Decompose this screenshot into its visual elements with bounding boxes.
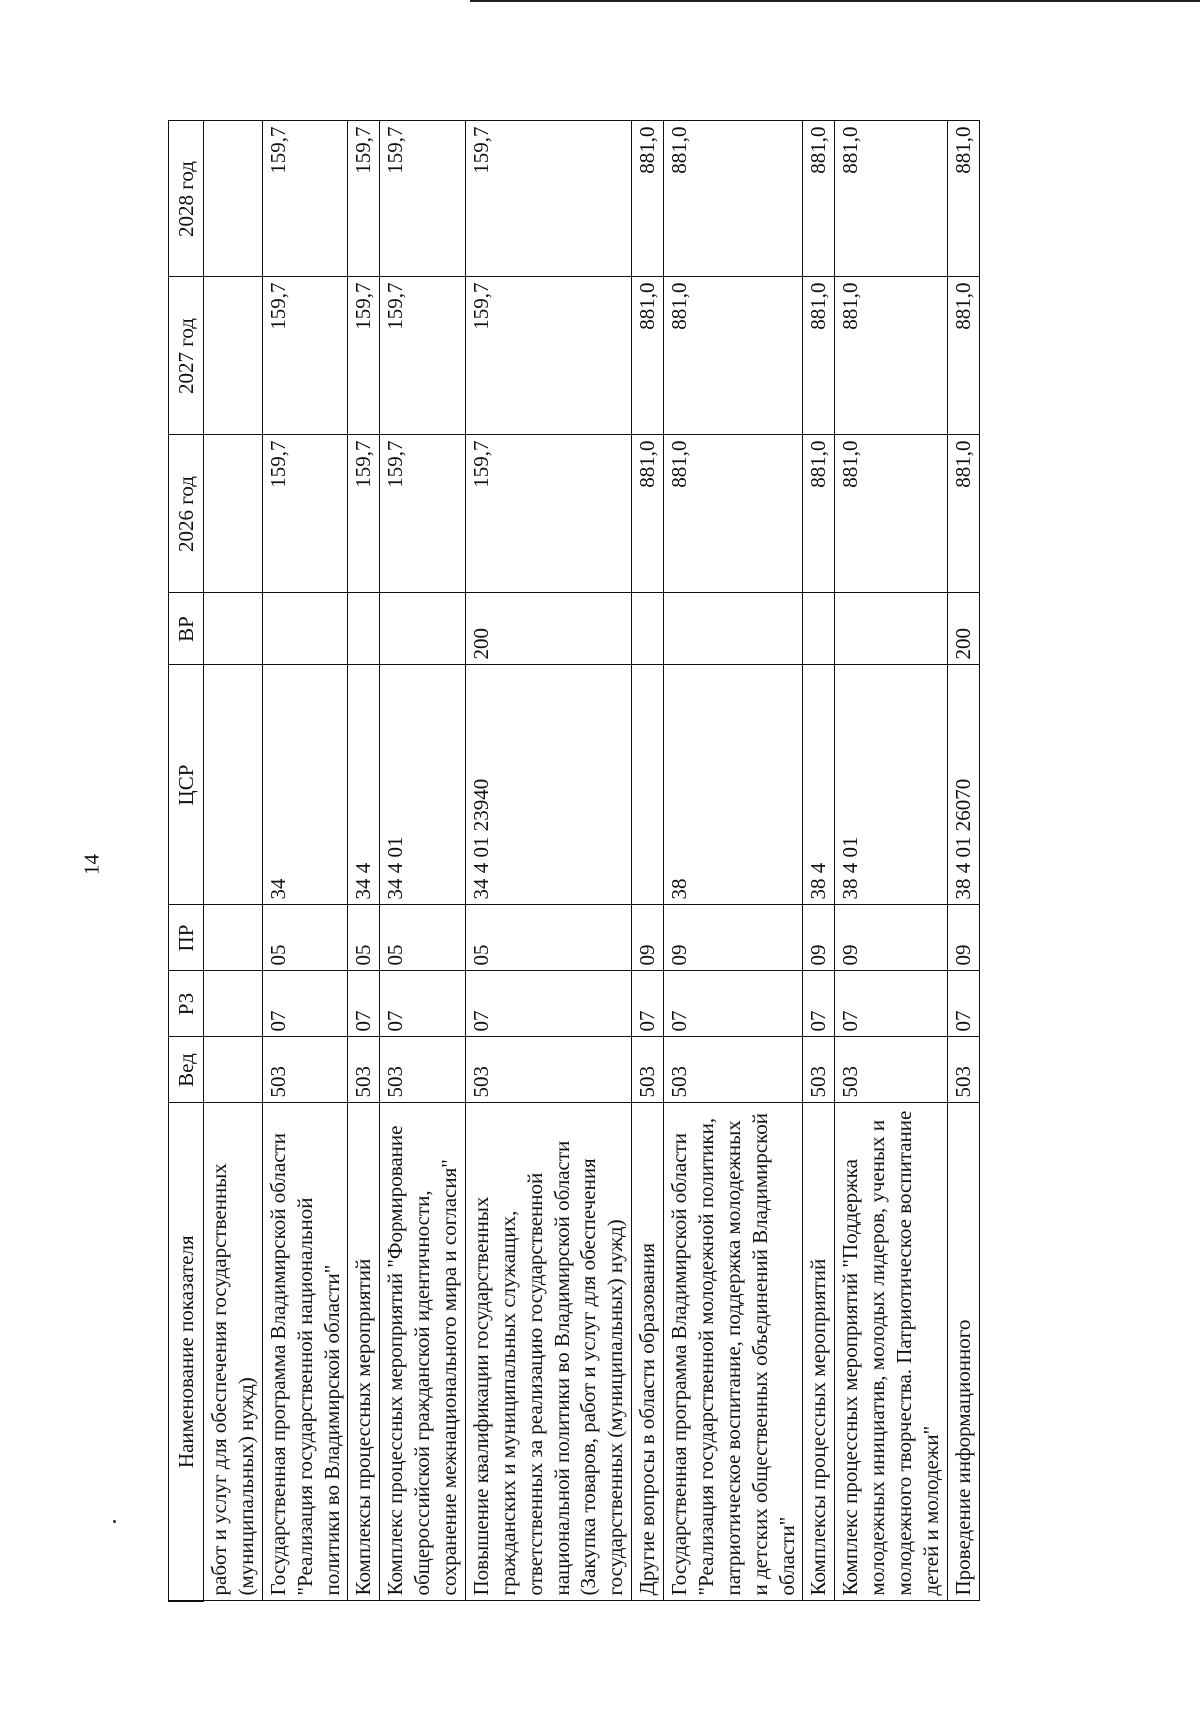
- row-rz-cell: [204, 971, 263, 1037]
- row-csr-cell: 34 4: [348, 665, 380, 905]
- row-2027-cell: 159,7: [348, 277, 380, 435]
- row-csr-cell: [204, 665, 263, 905]
- table-row: [947, 121, 979, 1601]
- row-rz-cell: 07: [664, 971, 803, 1037]
- row-2028-cell: 159,7: [465, 121, 631, 277]
- row-ved-cell: [204, 1037, 263, 1103]
- row-rz-cell: 07: [632, 971, 664, 1037]
- row-2028-cell: 881,0: [664, 121, 803, 277]
- row-pr-cell: 05: [380, 905, 466, 971]
- row-name-cell: Другие вопросы в области образования: [632, 1103, 664, 1601]
- row-pr-cell: 05: [262, 905, 348, 971]
- row-pr-cell: 09: [803, 905, 835, 971]
- row-vr-cell: [380, 593, 466, 665]
- table-row: [465, 121, 631, 1601]
- row-vr-cell: [664, 593, 803, 665]
- row-csr-cell: 38 4 01: [835, 665, 948, 905]
- table-row: [348, 121, 380, 1601]
- row-2028-cell: 881,0: [632, 121, 664, 277]
- header-2028: 2028 год: [169, 121, 204, 277]
- row-rz-cell: 07: [803, 971, 835, 1037]
- table-body: [204, 121, 980, 1601]
- row-2027-cell: 881,0: [835, 277, 948, 435]
- row-2026-cell: 881,0: [835, 435, 948, 593]
- table-row: [380, 121, 466, 1601]
- row-2026-cell: 881,0: [664, 435, 803, 593]
- row-ved-cell: 503: [465, 1037, 631, 1103]
- row-2026-cell: [204, 435, 263, 593]
- header-2026: 2026 год: [169, 435, 204, 593]
- row-2027-cell: 881,0: [632, 277, 664, 435]
- row-ved-cell: 503: [835, 1037, 948, 1103]
- row-pr-cell: 09: [632, 905, 664, 971]
- row-pr-cell: 05: [465, 905, 631, 971]
- row-2028-cell: 881,0: [947, 121, 979, 277]
- table-header-row: [169, 121, 204, 1601]
- row-csr-cell: 34 4 01 23940: [465, 665, 631, 905]
- row-ved-cell: 503: [947, 1037, 979, 1103]
- row-2026-cell: 881,0: [803, 435, 835, 593]
- row-csr-cell: [632, 665, 664, 905]
- row-name-cell: Государственная программа Владимирской области "Реализация государственной молодежной политики, патриотическое воспитание, поддержка молодежных и детских общественных объединений Владимирской области": [664, 1103, 803, 1601]
- row-vr-cell: [348, 593, 380, 665]
- row-2028-cell: 159,7: [380, 121, 466, 277]
- row-pr-cell: 09: [664, 905, 803, 971]
- row-2027-cell: [204, 277, 263, 435]
- row-2028-cell: 159,7: [348, 121, 380, 277]
- row-2028-cell: [204, 121, 263, 277]
- row-2028-cell: 881,0: [803, 121, 835, 277]
- row-csr-cell: 34: [262, 665, 348, 905]
- rotated-table-container: [168, 122, 1148, 1602]
- table-row: [204, 121, 263, 1601]
- table-row: [803, 121, 835, 1601]
- header-vr: ВР: [169, 593, 204, 665]
- row-vr-cell: [632, 593, 664, 665]
- row-ved-cell: 503: [803, 1037, 835, 1103]
- header-2027: 2027 год: [169, 277, 204, 435]
- row-2026-cell: 881,0: [947, 435, 979, 593]
- row-name-cell: Комплексы процессных мероприятий: [803, 1103, 835, 1601]
- row-name-cell: Комплекс процессных мероприятий "Формирование общероссийской гражданской идентичности, сохранение межнационального мира и согласия": [380, 1103, 466, 1601]
- row-name-cell: Государственная программа Владимирской области "Реализация государственной национальной политики во Владимирской области": [262, 1103, 348, 1601]
- row-rz-cell: 07: [465, 971, 631, 1037]
- row-csr-cell: 38 4 01 26070: [947, 665, 979, 905]
- top-border-line: [470, 0, 1200, 2]
- row-pr-cell: 05: [348, 905, 380, 971]
- row-2026-cell: 159,7: [262, 435, 348, 593]
- row-pr-cell: [204, 905, 263, 971]
- row-pr-cell: 09: [835, 905, 948, 971]
- row-2026-cell: 159,7: [348, 435, 380, 593]
- table-row: [262, 121, 348, 1601]
- row-rz-cell: 07: [348, 971, 380, 1037]
- header-ved: Вед: [169, 1037, 204, 1103]
- row-2028-cell: 881,0: [835, 121, 948, 277]
- row-vr-cell: 200: [947, 593, 979, 665]
- row-name-cell: Комплексы процессных мероприятий: [348, 1103, 380, 1601]
- row-ved-cell: 503: [262, 1037, 348, 1103]
- header-rz: РЗ: [169, 971, 204, 1037]
- row-2027-cell: 159,7: [380, 277, 466, 435]
- row-2027-cell: 881,0: [947, 277, 979, 435]
- row-ved-cell: 503: [632, 1037, 664, 1103]
- table-row: [664, 121, 803, 1601]
- row-2026-cell: 159,7: [380, 435, 466, 593]
- row-vr-cell: [803, 593, 835, 665]
- row-csr-cell: 34 4 01: [380, 665, 466, 905]
- row-ved-cell: 503: [664, 1037, 803, 1103]
- row-2027-cell: 159,7: [465, 277, 631, 435]
- row-2026-cell: 159,7: [465, 435, 631, 593]
- row-name-cell: Комплекс процессных мероприятий "Поддержка молодежных инициатив, молодых лидеров, ученых и молодежного творчества. Патриотическое воспитание детей и молодежи": [835, 1103, 948, 1601]
- row-pr-cell: 09: [947, 905, 979, 971]
- scan-dot: [113, 1520, 116, 1523]
- row-name-cell: Проведение информационного: [947, 1103, 979, 1601]
- row-ved-cell: 503: [348, 1037, 380, 1103]
- row-2027-cell: 159,7: [262, 277, 348, 435]
- row-csr-cell: 38 4: [803, 665, 835, 905]
- page-number: 14: [79, 854, 104, 875]
- row-rz-cell: 07: [947, 971, 979, 1037]
- row-rz-cell: 07: [262, 971, 348, 1037]
- row-2027-cell: 881,0: [664, 277, 803, 435]
- row-2027-cell: 881,0: [803, 277, 835, 435]
- row-2028-cell: 159,7: [262, 121, 348, 277]
- row-vr-cell: [835, 593, 948, 665]
- table-row: [835, 121, 948, 1601]
- row-2026-cell: 881,0: [632, 435, 664, 593]
- table-row: [632, 121, 664, 1601]
- row-vr-cell: 200: [465, 593, 631, 665]
- row-rz-cell: 07: [380, 971, 466, 1037]
- budget-table: [168, 121, 980, 1603]
- row-vr-cell: [204, 593, 263, 665]
- header-name: Наименование показателя: [169, 1103, 204, 1601]
- row-vr-cell: [262, 593, 348, 665]
- row-name-cell: работ и услуг для обеспечения государственных (муниципальных) нужд): [204, 1103, 263, 1601]
- header-csr: ЦСР: [169, 665, 204, 905]
- row-rz-cell: 07: [835, 971, 948, 1037]
- row-csr-cell: 38: [664, 665, 803, 905]
- row-name-cell: Повышение квалификации государственных гражданских и муниципальных служащих, ответственных за реализацию государственной национальной политики во Владимирской области (Закупка товаров, работ и услуг для обеспечения государственных (муниципальных) нужд): [465, 1103, 631, 1601]
- row-ved-cell: 503: [380, 1037, 466, 1103]
- header-pr: ПР: [169, 905, 204, 971]
